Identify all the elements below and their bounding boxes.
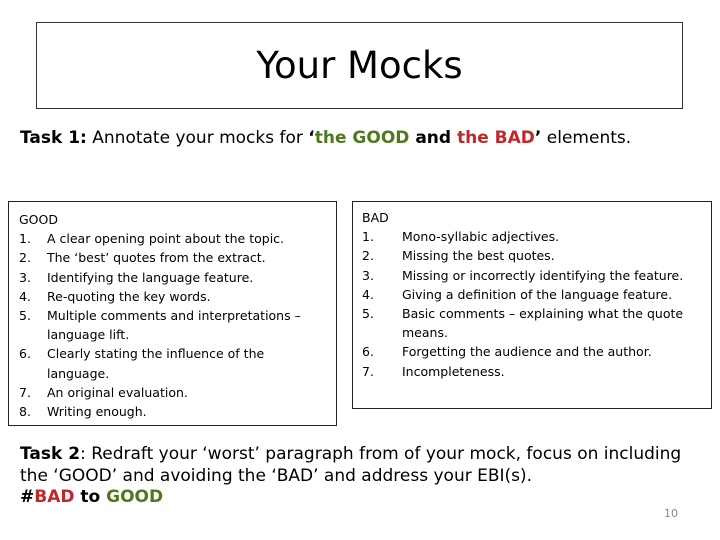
task1-label: Task 1: bbox=[20, 128, 87, 148]
list-item bbox=[19, 248, 336, 267]
item-text: Clearly stating the influence of the language. bbox=[47, 346, 265, 381]
list-item bbox=[362, 266, 711, 285]
item-number: 2. bbox=[362, 248, 374, 264]
item-text: A clear opening point about the topic. bbox=[47, 231, 285, 247]
item-text: Giving a definition of the language feature. bbox=[402, 286, 673, 302]
task2-label: Task 2 bbox=[20, 444, 81, 464]
item-text: Forgetting the audience and the author. bbox=[402, 344, 652, 360]
item-text: Writing enough. bbox=[47, 404, 147, 420]
list-item bbox=[19, 306, 309, 344]
item-number: 4. bbox=[19, 288, 31, 304]
item-text: Identifying the language feature. bbox=[47, 269, 254, 285]
list-item bbox=[362, 227, 711, 246]
item-number: 1. bbox=[362, 229, 374, 245]
list-item bbox=[19, 383, 336, 402]
item-text: Missing the best quotes. bbox=[402, 248, 555, 264]
bad-list bbox=[362, 227, 711, 381]
hashtag-prefix: # bbox=[20, 487, 35, 507]
hashtag-good: GOOD bbox=[106, 487, 164, 507]
list-item bbox=[362, 304, 702, 342]
page-number: 10 bbox=[664, 507, 678, 520]
item-number: 6. bbox=[362, 344, 374, 360]
task1-quote-open: ‘ bbox=[308, 128, 315, 148]
task1-the-good: the GOOD bbox=[314, 128, 410, 148]
task1-text-a: Annotate your mocks for bbox=[86, 128, 309, 148]
list-item bbox=[362, 285, 711, 304]
item-number: 3. bbox=[362, 267, 374, 283]
list-item bbox=[19, 402, 336, 421]
item-text: Basic comments – explaining what the quote means. bbox=[402, 306, 684, 341]
item-text: Incompleteness. bbox=[402, 363, 505, 379]
title-box bbox=[36, 22, 683, 109]
task1-text-b: elements. bbox=[541, 128, 632, 148]
item-number: 7. bbox=[19, 384, 31, 400]
task1-and: and bbox=[409, 128, 457, 148]
item-text: Multiple comments and interpretations – language lift. bbox=[47, 308, 301, 343]
item-number: 5. bbox=[362, 306, 374, 322]
item-text: An original evaluation. bbox=[47, 384, 188, 400]
good-heading: GOOD bbox=[19, 212, 58, 227]
list-item bbox=[362, 246, 711, 265]
item-number: 3. bbox=[19, 269, 31, 285]
item-number: 1. bbox=[19, 231, 31, 247]
item-number: 4. bbox=[362, 286, 374, 302]
task1-quote-close: ’ bbox=[534, 128, 542, 148]
task1-instruction bbox=[20, 128, 631, 148]
item-number: 2. bbox=[19, 250, 31, 266]
list-item bbox=[19, 268, 336, 287]
item-number: 6. bbox=[19, 346, 31, 362]
bad-heading: BAD bbox=[362, 210, 389, 225]
item-number: 7. bbox=[362, 363, 374, 379]
list-item bbox=[19, 344, 292, 382]
bad-list-box bbox=[352, 201, 712, 409]
list-item bbox=[362, 362, 711, 381]
list-item bbox=[362, 342, 711, 361]
item-number: 8. bbox=[19, 404, 31, 420]
list-item bbox=[19, 229, 336, 248]
item-text: Re-quoting the key words. bbox=[47, 288, 211, 304]
task2-text: : Redraft your ‘worst’ paragraph from of your mock, focus on including the ‘GOOD’ and avoiding the ‘BAD’ and address your EBI(s). bbox=[20, 444, 682, 486]
task2-instruction bbox=[20, 444, 710, 509]
good-list-box bbox=[8, 201, 337, 426]
list-item bbox=[19, 287, 336, 306]
hashtag-bad: BAD bbox=[34, 487, 75, 507]
hashtag-to: to bbox=[74, 487, 107, 507]
item-text: Missing or incorrectly identifying the feature. bbox=[402, 267, 684, 283]
task1-the-bad: the BAD bbox=[457, 128, 535, 148]
good-list bbox=[19, 229, 336, 421]
item-text: Mono-syllabic adjectives. bbox=[402, 229, 560, 245]
slide-title: Your Mocks bbox=[256, 44, 463, 87]
item-text: The ‘best’ quotes from the extract. bbox=[47, 250, 266, 266]
item-number: 5. bbox=[19, 308, 31, 324]
